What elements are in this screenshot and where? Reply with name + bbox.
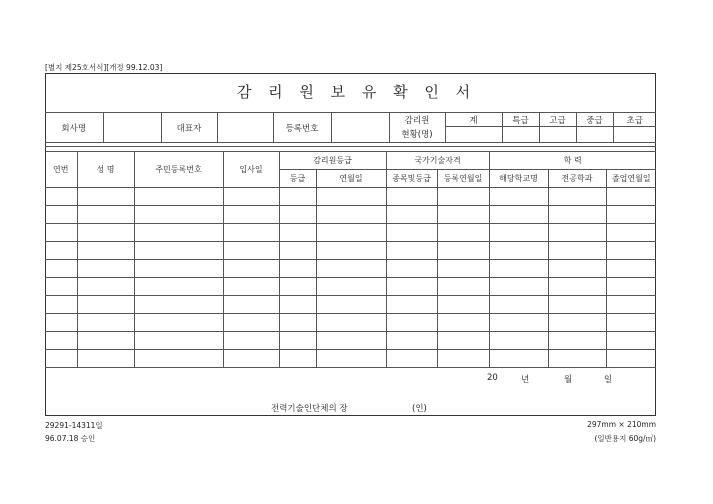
table-row: [45, 188, 656, 206]
status-label-1: 감리원: [389, 113, 445, 127]
grade-special-value[interactable]: [502, 127, 539, 143]
table-cell[interactable]: [548, 350, 606, 368]
company-info-table: [45, 112, 656, 143]
table-cell[interactable]: [606, 242, 656, 260]
table-cell[interactable]: [489, 224, 548, 242]
table-row: [45, 242, 656, 260]
table-cell[interactable]: [77, 224, 134, 242]
table-cell[interactable]: [45, 278, 77, 296]
footer-size: 297mm × 210mm: [587, 420, 656, 429]
table-cell[interactable]: [437, 314, 489, 332]
table-cell[interactable]: [489, 188, 548, 206]
table-cell[interactable]: [606, 224, 656, 242]
table-cell[interactable]: [489, 206, 548, 224]
table-row: [45, 260, 656, 278]
table-cell[interactable]: [45, 224, 77, 242]
grade-advanced-header: 고급: [539, 113, 576, 127]
table-cell[interactable]: [489, 296, 548, 314]
table-cell[interactable]: [489, 332, 548, 350]
table-cell[interactable]: [45, 206, 77, 224]
table-cell[interactable]: [548, 224, 606, 242]
table-cell[interactable]: [316, 350, 386, 368]
table-cell[interactable]: [386, 296, 437, 314]
table-cell[interactable]: [548, 278, 606, 296]
table-cell[interactable]: [279, 278, 316, 296]
table-cell[interactable]: [316, 314, 386, 332]
table-row: [45, 206, 656, 224]
col-grade-date-header: 연월일: [316, 170, 386, 188]
table-cell[interactable]: [386, 224, 437, 242]
table-cell[interactable]: [223, 242, 279, 260]
table-cell[interactable]: [77, 350, 134, 368]
registration-label: 등록번호: [273, 113, 331, 143]
table-cell[interactable]: [437, 188, 489, 206]
col-grade-header: 등급: [279, 170, 316, 188]
table-cell[interactable]: [77, 206, 134, 224]
col-grad-date-header: 졸업연월일: [606, 170, 656, 188]
col-edu-group-header: 학 력: [489, 152, 656, 170]
table-cell[interactable]: [223, 332, 279, 350]
footer-paper: (일반용지 60g/㎡): [594, 434, 656, 443]
table-cell[interactable]: [548, 206, 606, 224]
table-cell[interactable]: [437, 206, 489, 224]
table-cell[interactable]: [279, 350, 316, 368]
table-cell[interactable]: [45, 314, 77, 332]
col-grade-group-header: 감리원등급: [279, 152, 386, 170]
table-cell[interactable]: [606, 332, 656, 350]
table-cell[interactable]: [316, 224, 386, 242]
table-cell[interactable]: [279, 332, 316, 350]
table-cell[interactable]: [386, 206, 437, 224]
col-school-header: 해당학교명: [489, 170, 548, 188]
table-cell[interactable]: [134, 332, 223, 350]
table-cell[interactable]: [223, 278, 279, 296]
table-cell[interactable]: [316, 278, 386, 296]
table-cell[interactable]: [223, 296, 279, 314]
table-cell[interactable]: [77, 314, 134, 332]
table-cell[interactable]: [223, 206, 279, 224]
date-year-label: 년: [521, 375, 530, 385]
table-cell[interactable]: [223, 188, 279, 206]
table-cell[interactable]: [489, 278, 548, 296]
col-cert-type-header: 종목및등급: [386, 170, 437, 188]
table-cell[interactable]: [386, 350, 437, 368]
grade-beginner-value[interactable]: [613, 127, 656, 143]
table-cell[interactable]: [223, 224, 279, 242]
date-day-label: 일: [604, 375, 613, 385]
company-name-value[interactable]: [103, 113, 161, 143]
personnel-table: [45, 151, 656, 368]
table-cell[interactable]: [279, 314, 316, 332]
table-cell[interactable]: [45, 296, 77, 314]
separator-line: [45, 146, 656, 147]
table-cell[interactable]: [316, 206, 386, 224]
table-cell[interactable]: [437, 242, 489, 260]
table-cell[interactable]: [386, 314, 437, 332]
table-cell[interactable]: [223, 260, 279, 278]
table-cell[interactable]: [386, 278, 437, 296]
representative-value[interactable]: [217, 113, 273, 143]
table-cell[interactable]: [45, 332, 77, 350]
table-cell[interactable]: [77, 242, 134, 260]
page-title: 감 리 원 보 유 확 인 서: [236, 83, 477, 101]
table-cell[interactable]: [489, 350, 548, 368]
table-row: [45, 278, 656, 296]
table-cell[interactable]: [45, 260, 77, 278]
table-cell[interactable]: [606, 260, 656, 278]
status-label-2: 현황(명): [389, 127, 445, 143]
col-name-header: 성 명: [77, 152, 134, 188]
grade-total-value[interactable]: [445, 127, 502, 143]
footer-approval: 96.07.18 승인: [45, 434, 96, 443]
table-cell[interactable]: [489, 314, 548, 332]
table-cell[interactable]: [606, 188, 656, 206]
table-cell[interactable]: [77, 260, 134, 278]
table-cell[interactable]: [316, 332, 386, 350]
table-cell[interactable]: [134, 314, 223, 332]
table-cell[interactable]: [134, 188, 223, 206]
table-cell[interactable]: [316, 188, 386, 206]
date-prefix: 20: [487, 373, 498, 383]
col-major-header: 전공학과: [548, 170, 606, 188]
table-cell[interactable]: [134, 224, 223, 242]
grade-special-header: 특급: [502, 113, 539, 127]
table-cell[interactable]: [386, 242, 437, 260]
table-cell[interactable]: [134, 350, 223, 368]
table-cell[interactable]: [606, 278, 656, 296]
table-row: [45, 332, 656, 350]
table-cell[interactable]: [437, 278, 489, 296]
representative-label: 대표자: [161, 113, 217, 143]
table-cell[interactable]: [606, 296, 656, 314]
table-cell[interactable]: [77, 278, 134, 296]
table-cell[interactable]: [134, 260, 223, 278]
table-row: [45, 350, 656, 368]
table-cell[interactable]: [548, 314, 606, 332]
table-cell[interactable]: [279, 296, 316, 314]
table-cell[interactable]: [606, 350, 656, 368]
table-cell[interactable]: [386, 260, 437, 278]
table-cell[interactable]: [279, 188, 316, 206]
table-cell[interactable]: [45, 242, 77, 260]
table-cell[interactable]: [223, 314, 279, 332]
table-cell[interactable]: [77, 188, 134, 206]
company-name-label: 회사명: [45, 113, 103, 143]
table-cell[interactable]: [134, 206, 223, 224]
signature-seal: (인): [412, 404, 427, 414]
table-cell[interactable]: [548, 242, 606, 260]
table-cell[interactable]: [134, 296, 223, 314]
table-cell[interactable]: [279, 224, 316, 242]
table-cell[interactable]: [279, 242, 316, 260]
table-cell[interactable]: [606, 314, 656, 332]
table-cell[interactable]: [548, 332, 606, 350]
table-cell[interactable]: [45, 188, 77, 206]
grade-advanced-value[interactable]: [539, 127, 576, 143]
table-cell[interactable]: [316, 242, 386, 260]
registration-value[interactable]: [331, 113, 389, 143]
table-cell[interactable]: [134, 242, 223, 260]
table-row: [45, 296, 656, 314]
col-cert-group-header: 국가기술자격: [386, 152, 489, 170]
form-reference: [별지 제25호서식][개정 99.12.03]: [45, 63, 163, 72]
date-month-label: 월: [564, 375, 573, 385]
grade-beginner-header: 초급: [613, 113, 656, 127]
grade-intermediate-value[interactable]: [576, 127, 613, 143]
table-cell[interactable]: [489, 242, 548, 260]
col-no-header: 연번: [45, 152, 77, 188]
table-cell[interactable]: [279, 260, 316, 278]
table-cell[interactable]: [45, 350, 77, 368]
table-cell[interactable]: [437, 260, 489, 278]
table-cell[interactable]: [223, 350, 279, 368]
table-cell[interactable]: [279, 206, 316, 224]
table-cell[interactable]: [548, 296, 606, 314]
grade-intermediate-header: 중급: [576, 113, 613, 127]
col-rrn-header: 주민등록번호: [134, 152, 223, 188]
footer-code: 29291-14311일: [45, 421, 103, 430]
table-cell[interactable]: [606, 206, 656, 224]
table-cell[interactable]: [548, 260, 606, 278]
table-cell[interactable]: [316, 296, 386, 314]
table-cell[interactable]: [437, 350, 489, 368]
table-cell[interactable]: [489, 260, 548, 278]
table-row: [45, 314, 656, 332]
table-cell[interactable]: [548, 188, 606, 206]
table-cell[interactable]: [316, 260, 386, 278]
table-cell[interactable]: [437, 296, 489, 314]
table-cell[interactable]: [77, 332, 134, 350]
table-cell[interactable]: [437, 332, 489, 350]
table-cell[interactable]: [386, 188, 437, 206]
table-cell[interactable]: [77, 296, 134, 314]
table-cell[interactable]: [386, 332, 437, 350]
signature-org: 전력기술인단체의 장: [271, 404, 348, 414]
col-join-header: 입사일: [223, 152, 279, 188]
table-cell[interactable]: [134, 278, 223, 296]
table-cell[interactable]: [437, 224, 489, 242]
grade-total-header: 계: [445, 113, 502, 127]
table-row: [45, 224, 656, 242]
col-cert-date-header: 등록연월일: [437, 170, 489, 188]
